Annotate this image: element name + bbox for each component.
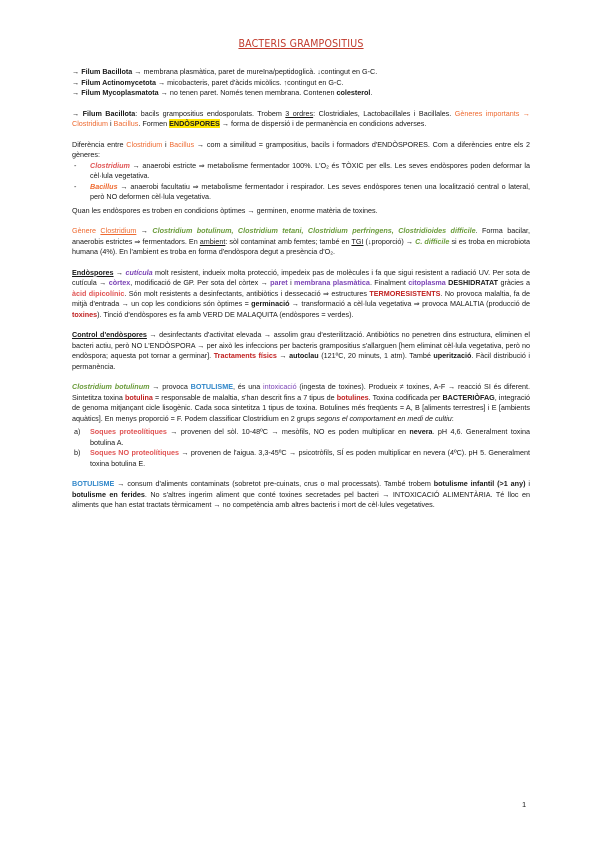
document-page [72, 38, 530, 511]
page-number: 1 [522, 800, 527, 809]
intro-list [72, 67, 530, 99]
intro-line-actinomycetota: → Filum Actinomycetota → micobacteris, paret d'àcids micòlics. ↑contingut en G-C. [72, 77, 344, 87]
intro-line-bacillota: → Filum Bacillota → membrana plasmàtica, paret de mureïna/peptidoglicà. ↓contingut en G-C. [72, 67, 378, 76]
strain-groups-list [72, 427, 530, 469]
paragraph-germination: Quan les endòspores es troben en condicions òptimes → germinen, enorme matèria de toxines. [72, 205, 378, 215]
document-title: BACTERIS GRAMPOSITIUS [238, 38, 364, 50]
paragraph-genus-clostridium: Gènere Clostridium → Clostridium botulinum, Clostridium tetani, Clostridium perfringens, Clostridioides difficile. Forma bacilar, anaerobis estrictes ⇒ fermentadors. En ambient: sòl contaminat amb femtes; també en TGI (↓proporció) → C. difficile si es troba en microbiota humana (4%). En l'ambient es troba en forma d'endòspora degut a presència d'O₂. [72, 226, 530, 256]
list-item: a) Soques proteolítiques → provenen del sòl. 10-48ºC → mesòfils, NO es poden multiplicar en nevera. pH 4,6. Generalment toxina botulina A. [74, 427, 530, 447]
paragraph-clostridium-botulinum: Clostridium botulinum → provoca BOTULISME, és una intoxicació (ingesta de toxines). Produeix ≠ toxines, A-F → reacció SI és diferent. Sintetitza toxina botulina = responsable de malaltia, s'han descrit fins a 7 tipus de botulines. Toxina codificada per BACTERIÒFAG, integració de genoma mitjançant cicle lisogènic. Cada soca sintetitza 1 tipus de toxina. Botulines més freqüents = A, B [aliments terrestres] i E [ambients aquàtics]. En menys proporció = F. Podem classificar Clostridium en 2 grups segons el comportament en medi de cultiu: [72, 382, 531, 423]
paragraph-endospore-control: Control d'endòspores → desinfectants d'activitat elevada → assolim grau d'esterilització. Antibiòtics no penetren dins estructura, eliminen el bacteri actiu, però NO L'ENDÒSPORA → per això les infeccions per bacteris grampositius s'allarguen [hem eliminat cèl·lula vegetativa, però no endòspora; aquesta pot tornar a germinar]. Tractaments físics → autoclau (121ºC, 20 minuts, 1 atm). També uperització. Fàcil distribució i permanència. [72, 330, 530, 371]
intro-line-mycoplasmatota: → Filum Mycoplasmatota → no tenen paret. Només tenen membrana. Contenen colesterol. [72, 88, 373, 97]
paragraph-differences: Diferència entre Clostridium i Bacillus → com a similitud = grampositius, bacils i formadors d'ENDÒSPORES. Com a diferències entre els 2 gèneres: [72, 139, 531, 159]
genus-differences-list [72, 161, 530, 203]
paragraph-botulism: BOTULISME → consum d'aliments contaminats (sobretot pre-cuinats, crus o mal processats). També trobem botulisme infantil (>1 any) i botulisme en ferides. No s'altres ingerim aliment que conté toxines secretades pel bacteri → INTOXICACIÓ ALIMENTÀRIA. Té lloc en aliments que han estat tractats tèrmicament → no competència amb altres bacteris i mort de cèl·lules vegetatives. [72, 479, 531, 509]
list-item: - Clostridium → anaerobi estricte ⇒ metabolisme fermentador 100%. L'O₂ és TÒXIC per ells. Les seves endòspores poden deformar la cèl·lula vegetativa. [72, 161, 530, 182]
list-item: - Bacillus → anaerobi facultatiu ⇒ metabolisme fermentador i respirador. Les seves endòspores tenen una localització central o lateral, però NO deformen cèl·lula vegetativa. [72, 182, 530, 203]
paragraph-endospores: Endòspores → cutícula molt resistent, indueix molta protecció, impedeix pas de molècules i fa que sigui resistent a radiació UV. Per sota de cutícula → còrtex, modificació de GP. Per sota del còrtex → paret i membrana plasmàtica. Finalment citoplasma DESHIDRATAT gràcies a àcid dipicolínic. Són molt resistents a desinfectants, antibiòtics i dessecació ⇒ estructures TERMORESISTENTS. No provoca malaltia, fa de mitjà d'entrada → un cop les condicions són òptimes = germinació → transformació a cèl·lula vegetativa ⇒ provoca MALALTIA (producció de toxines). Tinció d'endòspores es fa amb VERD DE MALAQUITA (endòspores = verdes). [72, 267, 531, 319]
paragraph-filum-bacillota: → Filum Bacillota: bacils grampositius endosporulats. Trobem 3 ordres: Clostridiales, Lactobacillales i Bacillales. Gèneres importants → Clostridium i Bacillus. Formen ENDÒSPORES → forma de dispersió i de permanència en condicions adverses. [72, 108, 530, 128]
list-item: b) Soques NO proteolítiques → provenen de l'aigua. 3,3-45ºC → psicotròfils, SÍ es poden multiplicar en nevera (4ºC). pH 5. Generalment toxina botulina E. [74, 448, 530, 468]
